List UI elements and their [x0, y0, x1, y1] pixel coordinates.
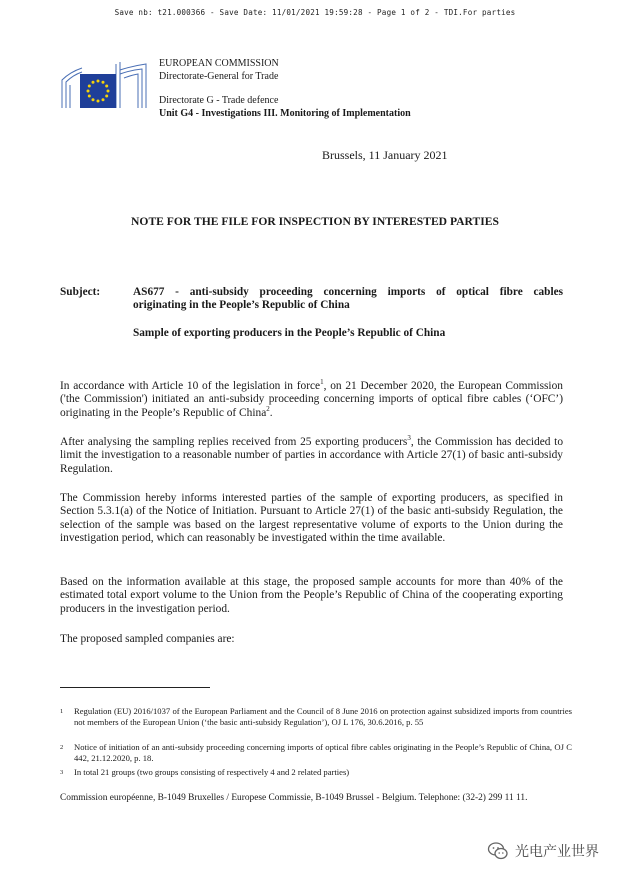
wechat-icon	[487, 840, 509, 862]
footnote-ref-1[interactable]: 1	[320, 378, 324, 387]
p1-text-a: In accordance with Article 10 of the legislation in force	[60, 380, 321, 392]
footnote-number: 3	[60, 769, 64, 776]
footnote-ref-2[interactable]: 2	[266, 405, 270, 414]
p2-text-a: After analysing the sampling replies received from 25 exporting producers	[60, 436, 408, 448]
org-name: EUROPEAN COMMISSION	[159, 58, 279, 69]
unit-name: Unit G4 - Investigations III. Monitoring of Implementation	[159, 107, 411, 119]
footnote-text: Notice of initiation of an anti-subsidy proceeding concerning imports of optical fibre cables originating in the People’s Republic of China, OJ C 442, 21.12.2020, p. 18.	[74, 742, 572, 763]
footnote-text: Regulation (EU) 2016/1037 of the European Parliament and the Council of 8 June 2016 on protection against subsidized imports from countries not members of the European Union (‘the basic anti-subsidy Regulation’), OJ L 176, 30.6.2016, p. 55	[74, 706, 572, 727]
p1-text-c: .	[269, 406, 273, 419]
footnote-number: 1	[60, 708, 64, 715]
page-footer: Commission européenne, B-1049 Bruxelles / Europese Commissie, B-1049 Brussel - Belgium. Telephone: (32-2) 299 11 11.	[60, 793, 528, 803]
footnote-1	[60, 706, 572, 728]
paragraph-4: Based on the information available at this stage, the proposed sample accounts for more than 40% of the estimated total export volume to the Union from the People’s Republic of China of the cooperating exporting producers in the investigation period.	[60, 576, 563, 615]
footnote-text: In total 21 groups (two groups consisting of respectively 4 and 2 related parties)	[74, 767, 350, 777]
subject-line-2: originating in the People’s Republic of China	[133, 299, 350, 311]
p2-text-b: , the Commission has decided to limit the investigation to a reasonable number of parties in accordance with Article 27(1) of basic anti-subsidy Regulation.	[60, 436, 564, 475]
subject-text	[133, 286, 563, 312]
directorate-name: Directorate G - Trade defence	[159, 95, 279, 106]
subject-line-1: AS677 - anti-subsidy proceeding concerning imports of optical fibre cables	[133, 286, 563, 298]
footnote-ref-3[interactable]: 3	[407, 434, 411, 443]
footnote-3	[60, 767, 572, 778]
eu-commission-logo-icon	[60, 58, 148, 110]
subject-label: Subject:	[60, 286, 101, 298]
footnote-divider	[60, 687, 210, 688]
subject-sample-line: Sample of exporting producers in the People’s Republic of China	[133, 327, 446, 339]
letterhead	[159, 58, 411, 120]
paragraph-5: The proposed sampled companies are:	[60, 633, 235, 645]
watermark-text: 光电产业世界	[515, 844, 599, 860]
footnote-2	[60, 742, 572, 764]
footnote-number: 2	[60, 744, 64, 751]
paragraph-1	[60, 380, 563, 420]
header-stamp: Save nb: t21.000366 - Save Date: 11/01/2021 19:59:28 - Page 1 of 2 - TDI.For parties	[114, 8, 516, 17]
watermark	[487, 840, 599, 862]
paragraph-2	[60, 436, 563, 476]
p1-text-b: , on 21 December 2020, the European Commission ('the Commission') initiated an anti-subsidy proceeding concerning imports of optical fibre cables (‘OFC’) originating in the People’s Republic of China	[60, 380, 563, 419]
dg-name: Directorate-General for Trade	[159, 70, 279, 82]
paragraph-3: The Commission hereby informs interested parties of the sample of exporting producers, as specified in Section 5.3.1(a) of the Notice of Initiation. Pursuant to Article 27(1) of the basic anti-subsidy Regulation, the selection of the sample was based on the largest representative volume of exports to the Union during the investigation period, which can reasonably be investigated within the time available.	[60, 492, 563, 545]
document-date: Brussels, 11 January 2021	[322, 148, 448, 162]
document-title: NOTE FOR THE FILE FOR INSPECTION BY INTERESTED PARTIES	[131, 215, 499, 228]
